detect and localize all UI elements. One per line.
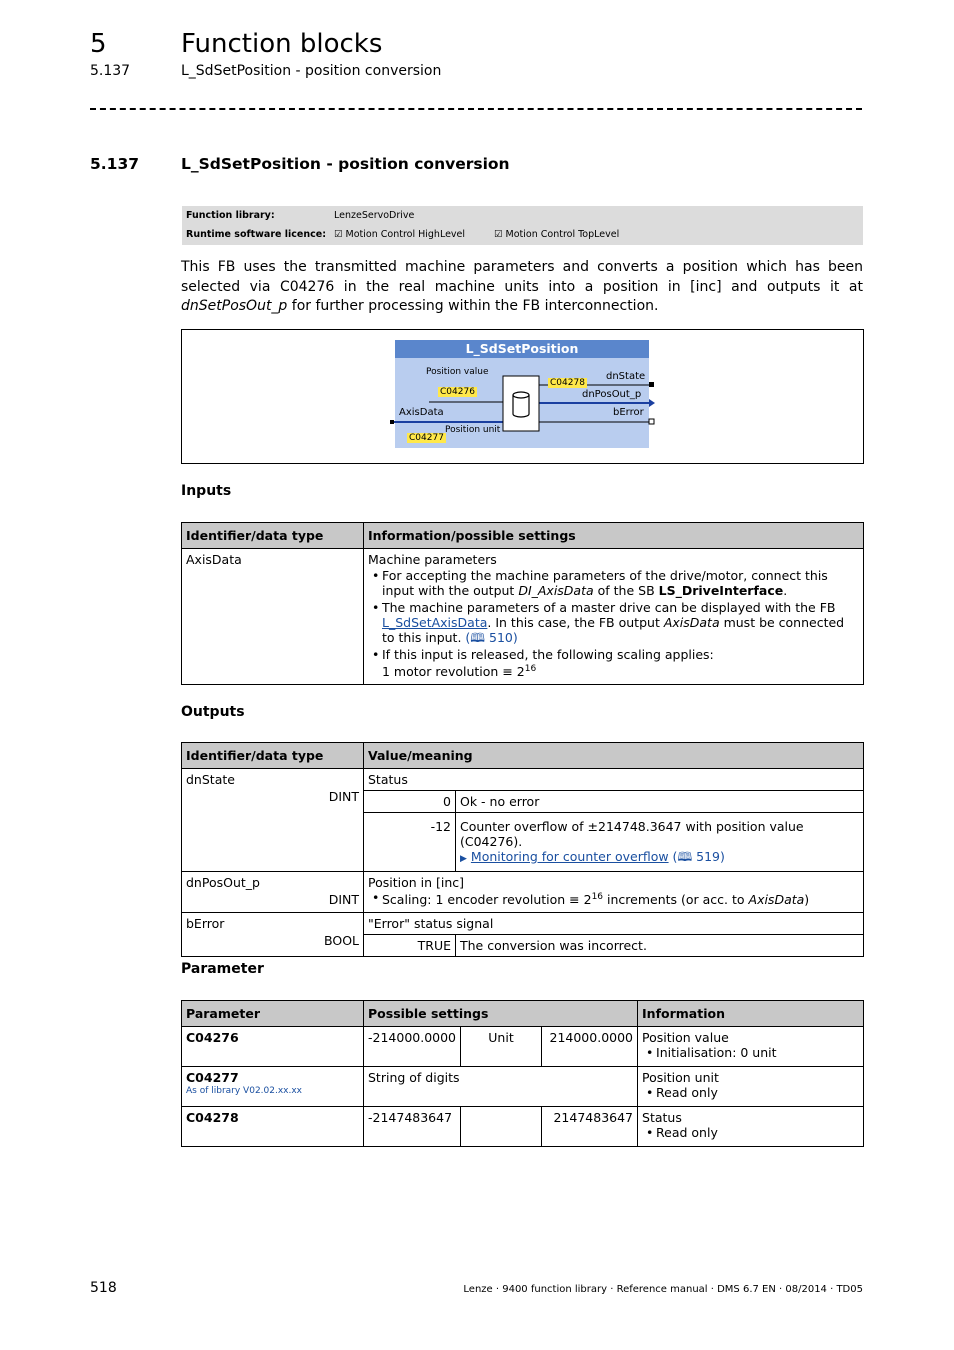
header-section-title: L_SdSetPosition - position conversion <box>181 63 442 79</box>
axisdata-label: AxisData <box>399 407 444 418</box>
header-divider <box>90 108 862 110</box>
param-col-info: Information <box>638 1001 864 1027</box>
page-ref-510-link[interactable]: (🕮 510) <box>465 630 518 645</box>
output-dnposout-cell: dnPosOut_p DINT <box>182 872 364 913</box>
output-dnstate-label: dnState <box>606 371 646 382</box>
output-berror-meaning: "Error" status signal <box>364 913 864 935</box>
parameter-table <box>181 1000 864 1147</box>
page-number: 518 <box>90 1280 117 1296</box>
library-info-box <box>182 206 863 245</box>
monitoring-counter-overflow-link[interactable]: Monitoring for counter overflow <box>470 849 669 864</box>
position-unit-code: C04277 <box>409 433 444 443</box>
header-section-number: 5.137 <box>90 63 131 79</box>
table-row: C04277 As of library V02.02.xx.xx String of digits Position unit • Read only <box>182 1067 864 1107</box>
input-info <box>364 549 864 685</box>
licence-label: Runtime software licence: <box>186 229 326 240</box>
table-row: C04278 -2147483647 2147483647 Status • Read only <box>182 1107 864 1147</box>
inputs-col-identifier: Identifier/data type <box>182 523 364 549</box>
output-dnstate-cell: dnState DINT <box>182 769 364 872</box>
table-row: 0 Ok - no error <box>182 791 864 813</box>
output-dnstate-meaning: Status <box>364 769 864 791</box>
position-unit-label: Position unit <box>445 425 501 435</box>
page-ref-519-link[interactable]: 🕮 519 <box>677 849 721 864</box>
input-info-title: Machine parameters <box>368 552 497 567</box>
outputs-col-meaning: Value/meaning <box>364 743 864 769</box>
param-name: C04278 <box>186 1110 239 1125</box>
param-col-parameter: Parameter <box>182 1001 364 1027</box>
table-row <box>182 913 864 935</box>
footer-doc-info: Lenze · 9400 function library · Reference manual · DMS 6.7 EN · 08/2014 · TD05 <box>463 1284 863 1295</box>
licence-toplevel: ☑ Motion Control TopLevel <box>494 229 620 240</box>
parameter-heading: Parameter <box>181 961 264 977</box>
fb-block-title: L_SdSetPosition <box>395 340 649 358</box>
position-value-label: Position value <box>426 367 489 377</box>
param-name: C04276 <box>186 1030 239 1045</box>
table-row: C04276 -214000.0000 Unit 214000.0000 Position value • Initialisation: 0 unit <box>182 1027 864 1067</box>
output-berror-cell: bError BOOL <box>182 913 364 957</box>
intro-output-name: dnSetPosOut_p <box>181 298 288 314</box>
input-bullet-2: • The machine parameters of a master drive can be displayed with the FB L_SdSetAxisData. In this case, the FB output AxisData must be connected to this input. (🕮 510) <box>382 600 859 645</box>
table-row: -12 Counter overflow of ±214748.3647 with position value (C04276). ▶ Monitoring for counter overflow (🕮 519) <box>182 813 864 872</box>
table-row <box>182 769 864 791</box>
inputs-heading: Inputs <box>181 483 232 499</box>
licence-highlevel: ☑ Motion Control HighLevel <box>334 229 466 240</box>
output-dnposout-label: dnPosOut_p <box>582 389 642 400</box>
intro-paragraph <box>181 258 863 317</box>
intro-text-2: for further processing within the FB interconnection. <box>287 298 659 314</box>
intro-text-1: This FB uses the transmitted machine parameters and converts a position which has been selected via C04276 in the real machine units into a position in [inc] and outputs it at <box>181 259 863 295</box>
outputs-col-identifier: Identifier/data type <box>182 743 364 769</box>
table-row <box>182 549 864 685</box>
output-dnposout-bullet: • Scaling: 1 encoder revolution ≡ $2^{16}$ increments (or acc. to AxisData) <box>382 890 859 907</box>
function-library-label: Function library: <box>186 210 275 221</box>
table-row: TRUE The conversion was incorrect. <box>182 935 864 957</box>
inputs-table <box>181 522 864 685</box>
input-bullet-3: • If this input is released, the following scaling applies: 1 motor revolution ≡ $2^{16}$ <box>382 647 859 679</box>
section-title: L_SdSetPosition - position conversion <box>181 155 510 173</box>
status-code: C04278 <box>550 378 585 388</box>
section-number: 5.137 <box>90 155 140 173</box>
function-library-value: LenzeServoDrive <box>334 210 415 221</box>
param-name: C04277 <box>186 1070 239 1085</box>
chapter-title: Function blocks <box>181 29 383 59</box>
table-row: dnPosOut_p DINT Position in [inc] • Scaling: 1 encoder revolution ≡ $2^{16}$ increments (or acc. to AxisData) <box>182 872 864 913</box>
outputs-table <box>181 742 864 957</box>
input-identifier: AxisData <box>182 549 364 685</box>
outputs-heading: Outputs <box>181 704 245 720</box>
input-bullet-1: • For accepting the machine parameters of the drive/motor, connect this input with the output DI_AxisData of the SB LS_DriveInterface. <box>382 568 859 598</box>
inputs-col-info: Information/possible settings <box>364 523 864 549</box>
param-version-note: As of library V02.02.xx.xx <box>186 1086 303 1096</box>
param-col-settings: Possible settings <box>364 1001 638 1027</box>
output-berror-label: bError <box>613 407 644 418</box>
chapter-number: 5 <box>90 29 107 59</box>
arrow-right-icon: ▶ <box>460 854 467 864</box>
l-sdsetaxisdata-link[interactable]: L_SdSetAxisData <box>382 615 488 630</box>
position-value-code: C04276 <box>440 387 475 397</box>
